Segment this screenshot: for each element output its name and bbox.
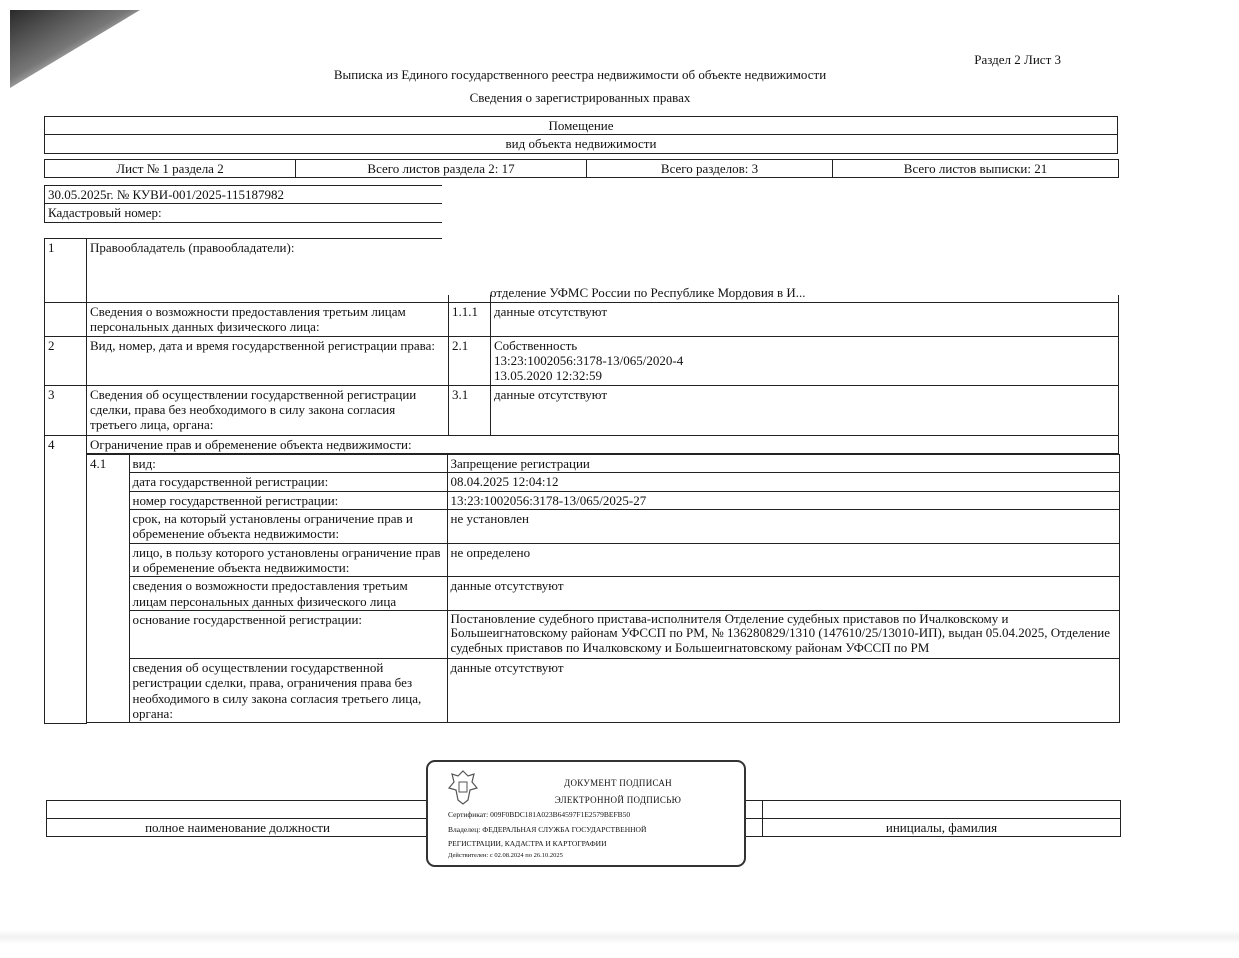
page-reference: Раздел 2 Лист 3 [974, 52, 1061, 67]
enc-value-beneficiary: не определено [447, 543, 1119, 577]
row-1-1-label: Сведения о возможности предоставления третьим лицам персональных данных физического лица: [87, 303, 449, 337]
enc-value-consent: данные отсутствуют [447, 658, 1119, 722]
document-title: Выписка из Единого государственного реестра недвижимости об объекте недвижимости [333, 67, 827, 82]
object-type-table [44, 116, 1118, 154]
row-3-number: 3 [45, 385, 87, 435]
total-sheets-extract: Всего листов выписки: 21 [833, 160, 1119, 178]
cadastral-number-label: Кадастровый номер: [45, 204, 1118, 222]
object-type: Помещение [45, 117, 1118, 135]
row-2-code: 2.1 [449, 336, 491, 385]
total-sheets-section: Всего листов раздела 2: 17 [296, 160, 587, 178]
scan-edge-shadow [0, 930, 1239, 944]
row-2-number: 2 [45, 336, 87, 385]
row-1-1-value: данные отсутствуют [491, 303, 1119, 337]
coat-of-arms-icon [446, 768, 480, 808]
row-2-value [491, 336, 1119, 385]
row-3-label: Сведения об осуществлении государственной регистрации сделки, права без необходимого в силу закона согласия третьего лица, органа: [87, 385, 449, 435]
enc-value-basis: Постановление судебного пристава-исполнителя Отделение судебных приставов по Ичалковскому и Большеигнатовскому районам УФССП по РМ, № 136280829/1310 (147610/25/13010-ИП), выдан 05.04.2025, Отделение судебных приставов по Ичалковскому и Большеигнатовскому районам УФССП по РМ [447, 610, 1119, 658]
enc-value-term: не установлен [447, 509, 1119, 543]
row-4-number: 4 [45, 435, 87, 723]
right-registration-datetime: 13.05.2020 12:32:59 [494, 368, 602, 384]
right-registration-number: 13:23:1002056:3178-13/065/2020-4 [494, 352, 684, 368]
row-3-code: 3.1 [449, 385, 491, 435]
date-number: 30.05.2025г. № КУВИ-001/2025-115187982 [45, 186, 1118, 204]
redacted-fragment: отделение УФМС России по Республике Мордовия в И... [490, 286, 806, 300]
enc-label-date: дата государственной регистрации: [129, 473, 447, 491]
enc-value-number: 13:23:1002056:3178-13/065/2025-27 [447, 491, 1119, 509]
stamp-line-2: ЭЛЕКТРОННОЙ ПОДПИСЬЮ [554, 795, 682, 805]
row-1-label: Правообладатель (правообладатели): [87, 239, 449, 303]
electronic-signature-stamp [426, 760, 746, 867]
enc-label-beneficiary: лицо, в пользу которого установлены ограничение прав и обременение объекта недвижимости: [129, 543, 447, 577]
redaction-block [442, 183, 1120, 295]
stamp-validity: Действителен: с 02.08.2024 по 26.10.2025 [448, 852, 563, 859]
enc-value-personal-data: данные отсутствуют [447, 577, 1119, 611]
stamp-line-1: ДОКУМЕНТ ПОДПИСАН [564, 778, 672, 788]
stamp-owner: Владелец: ФЕДЕРАЛЬНАЯ СЛУЖБА ГОСУДАРСТВЕННОЙ [448, 825, 647, 834]
enc-label-personal-data: сведения о возможности предоставления третьим лицам персональных данных физического лица [129, 577, 447, 611]
sheet-number: Лист № 1 раздела 2 [45, 160, 296, 178]
total-sections: Всего разделов: 3 [587, 160, 833, 178]
enc-label-basis: основание государственной регистрации: [129, 610, 447, 658]
stamp-owner-2: РЕГИСТРАЦИИ, КАДАСТРА И КАРТОГРАФИИ [448, 839, 607, 848]
enc-value-kind: Запрещение регистрации [447, 454, 1119, 472]
rights-table [44, 238, 1119, 724]
enc-label-term: срок, на который установлены ограничение прав и обременение объекта недвижимости: [129, 509, 447, 543]
row-1-1-code: 1.1.1 [449, 303, 491, 337]
row-4-label: Ограничение прав и обременение объекта недвижимости: [87, 435, 1119, 453]
encumbrance-table [87, 454, 1120, 723]
enc-value-date: 08.04.2025 12:04:12 [447, 473, 1119, 491]
enc-label-number: номер государственной регистрации: [129, 491, 447, 509]
sheet-info-table [44, 159, 1119, 178]
row-1-number: 1 [45, 239, 87, 303]
row-2-label: Вид, номер, дата и время государственной регистрации права: [87, 336, 449, 385]
position-label: полное наименование должности [47, 819, 429, 837]
document-subtitle: Сведения о зарегистрированных правах [469, 90, 691, 105]
name-label: инициалы, фамилия [763, 819, 1121, 837]
row-3-value: данные отсутствуют [491, 385, 1119, 435]
object-type-caption: вид объекта недвижимости [45, 135, 1118, 153]
encumbrance-code: 4.1 [87, 454, 129, 722]
enc-label-kind: вид: [129, 454, 447, 472]
stamp-certificate: Сертификат: 009F0BDC181A023B64597F1E2579BEFB50 [448, 810, 631, 819]
right-type: Собственность [494, 337, 578, 353]
enc-label-consent: сведения об осуществлении государственной регистрации сделки, права, ограничения права без необходимого в силу закона согласия третьего лица, органа: [129, 658, 447, 722]
